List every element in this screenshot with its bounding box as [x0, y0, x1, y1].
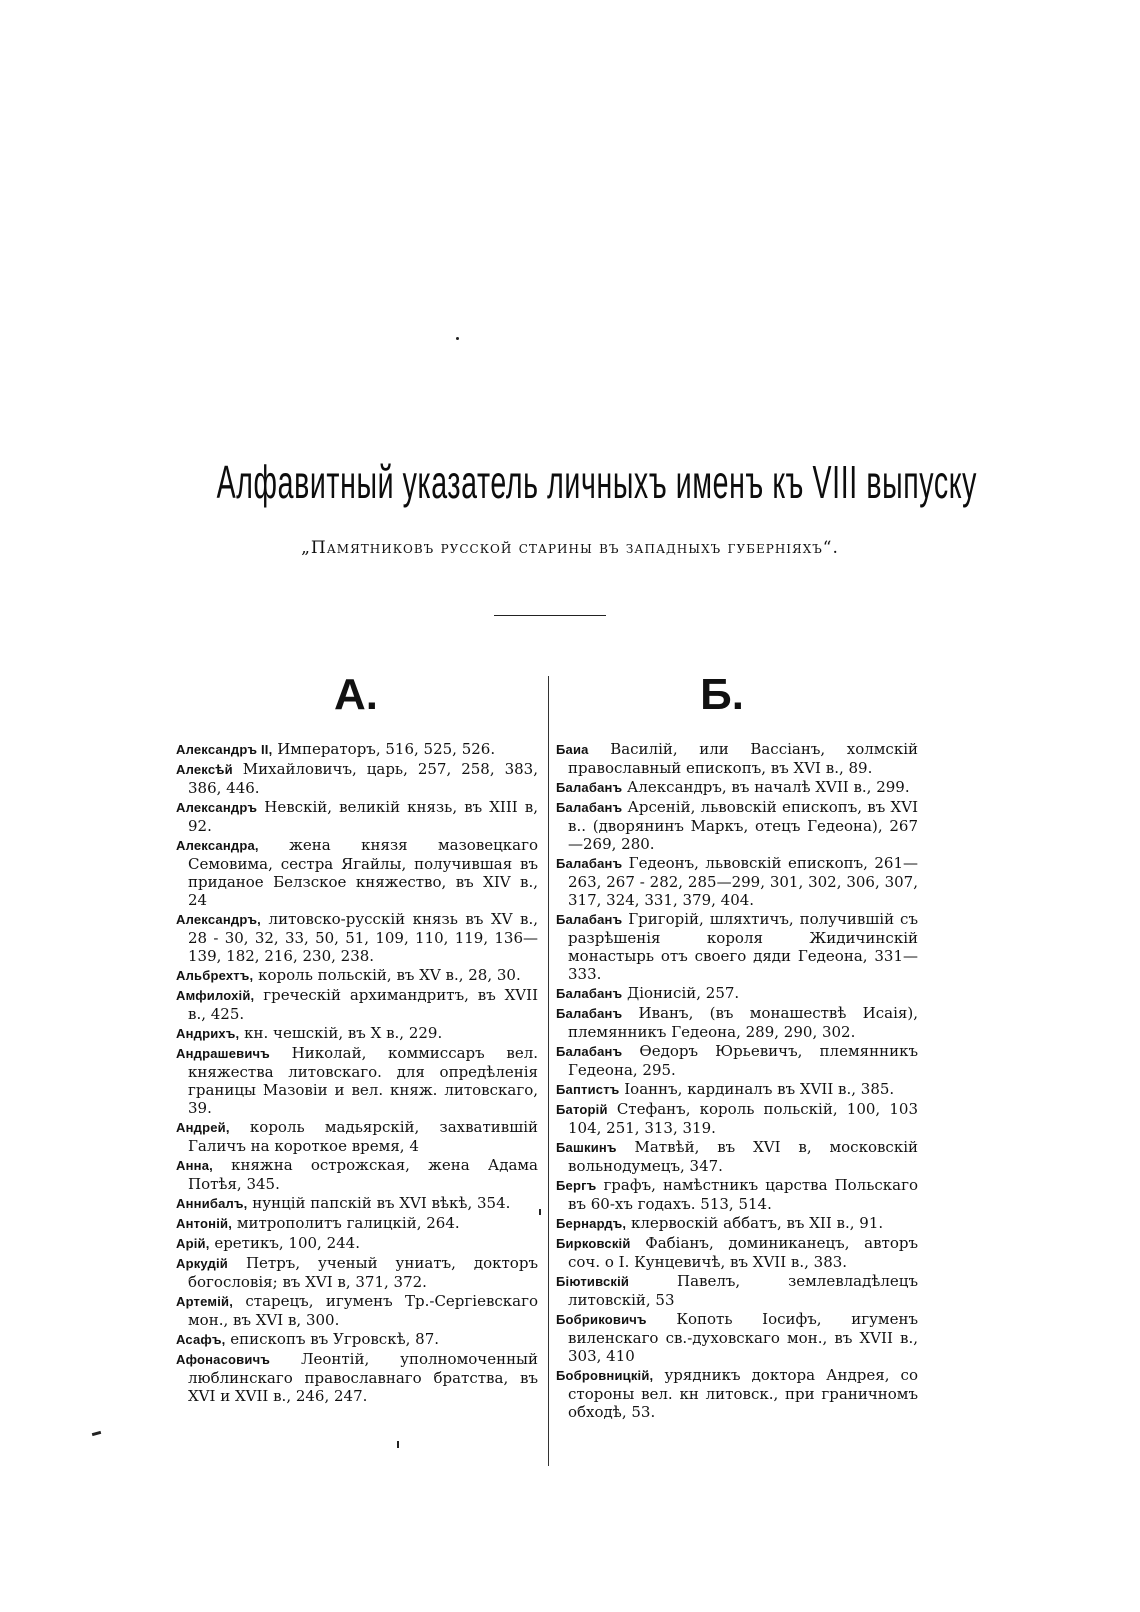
- entry-headword: Балабанъ: [556, 800, 623, 815]
- scan-speck: [92, 1431, 101, 1436]
- entry-text: кн. чешскій, въ X в., 229.: [239, 1024, 443, 1042]
- entry-text: Іоаннъ, кардиналъ въ XVII в., 385.: [619, 1080, 895, 1098]
- index-column-b: [556, 740, 918, 1422]
- entry-headword: Баторій: [556, 1102, 608, 1117]
- index-entry: [556, 1234, 918, 1271]
- page-title: Алфавитный указатель личныхъ именъ къ VIII выпуску: [216, 456, 978, 508]
- index-entry: [556, 1214, 918, 1233]
- entry-headword: Бернардъ,: [556, 1216, 627, 1231]
- entry-text: Стефанъ, король польскій, 100, 103 104, 251, 313, 319.: [568, 1100, 918, 1137]
- entry-text: жена князя мазовецкаго Семовима, сестра Ягайлы, получившая въ приданое Белзское княжество, въ XIV в., 24: [188, 836, 538, 909]
- entry-text: Александръ, въ началѣ XVII в., 299.: [622, 778, 910, 796]
- entry-text: Арсеній, львовскій епископъ, въ XVI в.. (дворянинъ Маркъ, отецъ Гедеона), 267—269, 280.: [568, 798, 918, 853]
- index-entry: [556, 1366, 918, 1421]
- entry-text: нунцій папскій въ XVI вѣкѣ, 354.: [247, 1194, 511, 1212]
- entry-headword: Балабанъ: [556, 986, 623, 1001]
- entry-text: Ѳедоръ Юрьевичъ, племянникъ Гедеона, 295.: [568, 1042, 918, 1079]
- entry-text: Василій, или Вассіанъ, холмскій православный епископъ, въ XVI в., 89.: [568, 740, 918, 777]
- entry-headword: Балабанъ: [556, 1044, 623, 1059]
- index-entry: [176, 1214, 538, 1233]
- index-entry: [176, 966, 538, 985]
- entry-headword: Антоній,: [176, 1216, 233, 1231]
- index-entry: [556, 1080, 918, 1099]
- entry-text: клервоскій аббатъ, въ XII в., 91.: [626, 1214, 884, 1232]
- entry-headword: Андрихъ,: [176, 1026, 240, 1041]
- entry-headword: Асафъ,: [176, 1332, 226, 1347]
- index-entry: [176, 1330, 538, 1349]
- entry-headword: Александръ: [176, 800, 258, 815]
- index-entry: [176, 1156, 538, 1193]
- entry-headword: Балабанъ: [556, 856, 623, 871]
- entry-headword: Бирковскій: [556, 1236, 631, 1251]
- entry-text: Императоръ, 516, 525, 526.: [272, 740, 496, 758]
- entry-text: Фабіанъ, доминиканецъ, авторъ соч. о І. Кунцевичѣ, въ XVII в., 383.: [568, 1234, 918, 1271]
- index-entry: [556, 778, 918, 797]
- entry-text: литовско-русскій князь въ XV в., 28 - 30, 32, 33, 50, 51, 109, 110, 119, 136—139, 182, 216, 230, 238.: [188, 910, 538, 965]
- index-entry: [556, 910, 918, 983]
- entry-headword: Аркудій: [176, 1256, 228, 1271]
- index-entry: [176, 1234, 538, 1253]
- entry-text: митрополитъ галицкій, 264.: [232, 1214, 460, 1232]
- index-entry: [556, 1138, 918, 1175]
- section-letter-b: Б.: [700, 670, 744, 719]
- entry-headword: Анна,: [176, 1158, 213, 1173]
- entry-text: старецъ, игуменъ Тр.-Сергіевскаго мон., въ XVI в, 300.: [188, 1292, 538, 1329]
- entry-text: король мадьярскій, захватившій Галичъ на короткое время, 4: [188, 1118, 538, 1155]
- index-entry: [176, 1044, 538, 1117]
- entry-headword: Баиа: [556, 742, 589, 757]
- scan-speck: [456, 337, 459, 340]
- index-column-a: [176, 740, 538, 1406]
- entry-text: Иванъ, (въ монашествѣ Исаія), племянникъ Гедеона, 289, 290, 302.: [568, 1004, 918, 1041]
- column-divider: [548, 676, 549, 1466]
- index-entry: [176, 1118, 538, 1155]
- entry-headword: Балабанъ: [556, 1006, 623, 1021]
- entry-text: Діонисій, 257.: [622, 984, 740, 1002]
- index-entry: [176, 836, 538, 909]
- entry-headword: Андрей,: [176, 1120, 230, 1135]
- entry-headword: Біютивскій: [556, 1274, 630, 1289]
- index-entry: [176, 1254, 538, 1291]
- index-entry: [556, 854, 918, 909]
- index-entry: [556, 1272, 918, 1309]
- entry-headword: Александра,: [176, 838, 259, 853]
- title-rule: [494, 615, 606, 616]
- entry-text: Матвѣй, въ XVI в, московскій вольнодумецъ, 347.: [568, 1138, 918, 1175]
- index-entry: [556, 984, 918, 1003]
- entry-text: Михайловичъ, царь, 257, 258, 383, 386, 446.: [188, 760, 538, 797]
- entry-headword: Арій,: [176, 1236, 210, 1251]
- entry-text: Павелъ, землевладѣлецъ литовскій, 53: [568, 1272, 918, 1309]
- entry-text: Невскій, великій князь, въ XIII в, 92.: [188, 798, 538, 835]
- scan-speck: [539, 1209, 541, 1215]
- entry-headword: Бобровницкій,: [556, 1368, 654, 1383]
- entry-headword: Бергъ: [556, 1178, 597, 1193]
- entry-headword: Амфилохій,: [176, 988, 255, 1003]
- entry-headword: Балабанъ: [556, 912, 623, 927]
- entry-text: Леонтій, уполномоченный люблинскаго православнаго братства, въ XVI и XVII в., 246, 247.: [188, 1350, 538, 1405]
- entry-text: Петръ, ученый униатъ, докторъ богословія; въ XVI в, 371, 372.: [188, 1254, 538, 1291]
- entry-headword: Альбрехтъ,: [176, 968, 254, 983]
- entry-text: княжна острожская, жена Адама Потѣя, 345.: [188, 1156, 538, 1193]
- index-entry: [176, 910, 538, 965]
- entry-text: Копоть Іосифъ, игуменъ виленскаго св.-духовскаго мон., въ XVII в., 303, 410: [568, 1310, 918, 1365]
- entry-text: епископъ въ Угровскѣ, 87.: [225, 1330, 440, 1348]
- entry-headword: Балабанъ: [556, 780, 623, 795]
- scan-speck: [397, 1441, 399, 1448]
- entry-text: Николай, коммиссаръ вел. княжества литовскаго. для опредѣленія границы Мазовіи и вел. княж. литовскаго, 39.: [188, 1044, 538, 1117]
- index-entry: [556, 1100, 918, 1137]
- index-entry: [176, 1350, 538, 1405]
- entry-text: король польскій, въ XV в., 28, 30.: [253, 966, 521, 984]
- section-letter-a: А.: [334, 670, 378, 719]
- entry-text: Григорій, шляхтичъ, получившій съ разрѣшенія короля Жидичинскій монастырь отъ своего дяди Гедеона, 331—333.: [568, 910, 918, 983]
- entry-text: еретикъ, 100, 244.: [209, 1234, 360, 1252]
- index-entry: [556, 740, 918, 777]
- entry-text: греческій архимандритъ, въ XVII в., 425.: [188, 986, 538, 1023]
- entry-headword: Алексѣй: [176, 762, 233, 777]
- entry-headword: Афонасовичъ: [176, 1352, 270, 1367]
- index-entry: [556, 1042, 918, 1079]
- entry-headword: Александръ II,: [176, 742, 273, 757]
- index-entry: [556, 1310, 918, 1365]
- index-entry: [176, 760, 538, 797]
- entry-text: урядникъ доктора Андрея, со стороны вел. кн литовск., при граничномъ обходѣ, 53.: [568, 1366, 918, 1421]
- index-entry: [556, 798, 918, 853]
- index-entry: [176, 986, 538, 1023]
- index-entry: [176, 1024, 538, 1043]
- index-entry: [176, 798, 538, 835]
- entry-headword: Артемій,: [176, 1294, 234, 1309]
- entry-headword: Баптистъ: [556, 1082, 620, 1097]
- entry-headword: Андрашевичъ: [176, 1046, 270, 1061]
- index-entry: [176, 1292, 538, 1329]
- index-entry: [556, 1004, 918, 1041]
- entry-headword: Бобриковичъ: [556, 1312, 647, 1327]
- index-entry: [556, 1176, 918, 1213]
- index-entry: [176, 1194, 538, 1213]
- entry-headword: Башкинъ: [556, 1140, 617, 1155]
- entry-text: графъ, намѣстникъ царства Польскаго въ 60-хъ годахъ. 513, 514.: [568, 1176, 918, 1213]
- entry-text: Гедеонъ, львовскій епископъ, 261—263, 267 - 282, 285—299, 301, 302, 306, 307, 317, 324, 331, 379, 404.: [568, 854, 918, 909]
- index-entry: [176, 740, 538, 759]
- entry-headword: Александръ,: [176, 912, 261, 927]
- entry-headword: Аннибалъ,: [176, 1196, 248, 1211]
- page-subtitle: „Памятниковъ русской старины въ западныхъ губерніяхъ“.: [301, 538, 839, 558]
